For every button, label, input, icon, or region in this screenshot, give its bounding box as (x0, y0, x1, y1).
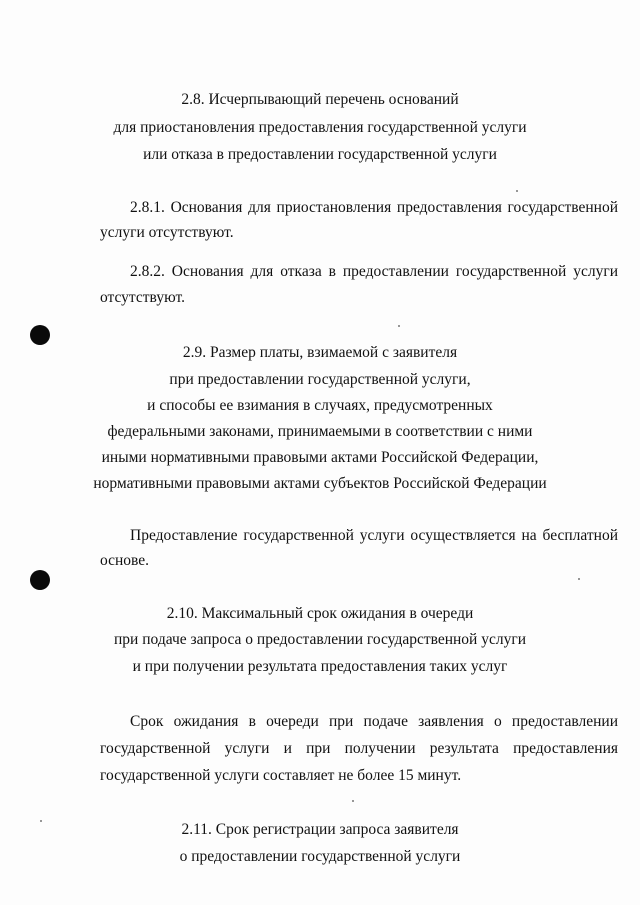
paragraph-line: основе. (100, 552, 150, 569)
heading-line: 2.9. Размер платы, взимаемой с заявителя (182, 344, 458, 361)
heading-line: 2.11. Срок регистрации запроса заявителя (181, 821, 459, 838)
heading-line: при подаче запроса о предоставлении государственной услуги (114, 631, 526, 648)
heading-line: или отказа в предоставлении государственной услуги (143, 146, 497, 163)
heading-line: для приостановления предоставления государственной услуги (113, 119, 527, 136)
scan-speck (578, 578, 580, 580)
paragraph-line: Срок ожидания в очереди при подаче заявления о предоставлении (130, 713, 618, 730)
punch-hole-upper (30, 325, 50, 345)
scan-speck (398, 325, 400, 327)
paragraph-line: государственной услуги и при получении результата предоставления (100, 740, 618, 757)
heading-line: федеральными законами, принимаемыми в соответствии с ними (107, 423, 533, 440)
heading-line: 2.10. Максимальный срок ожидания в очереди (166, 605, 474, 622)
punch-hole-lower (30, 570, 50, 590)
scan-speck (516, 190, 518, 192)
scan-speck (352, 800, 354, 802)
paragraph-line: 2.8.1. Основания для приостановления предоставления государственной (130, 199, 618, 216)
heading-line: о предоставлении государственной услуги (179, 848, 461, 865)
heading-line: и при получении результата предоставления таких услуг (132, 658, 508, 675)
heading-line: при предоставлении государственной услуги, (169, 371, 471, 388)
heading-line: 2.8. Исчерпывающий перечень оснований (181, 91, 459, 108)
paragraph-line: Предоставление государственной услуги осуществляется на бесплатной (130, 527, 618, 544)
paragraph-line: 2.8.2. Основания для отказа в предоставлении государственной услуги (130, 263, 618, 280)
heading-line: нормативными правовыми актами субъектов Российской Федерации (93, 475, 547, 492)
paragraph-line: услуги отсутствуют. (100, 224, 234, 241)
heading-line: иными нормативными правовыми актами Российской Федерации, (101, 449, 539, 466)
heading-line: и способы ее взимания в случаях, предусмотренных (147, 397, 493, 414)
paragraph-line: отсутствуют. (100, 289, 185, 306)
paragraph-line: государственной услуги составляет не более 15 минут. (100, 767, 462, 784)
